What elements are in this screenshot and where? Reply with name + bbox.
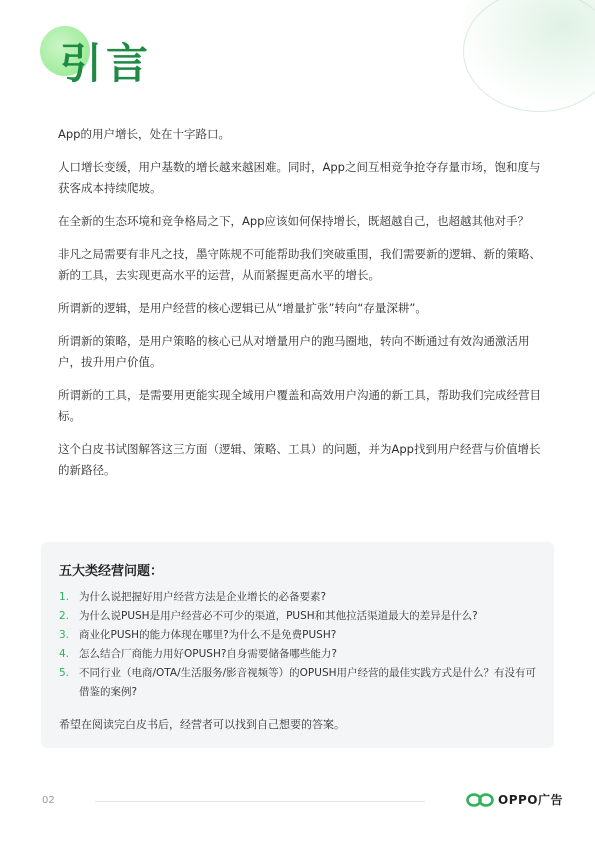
list-item — [59, 607, 537, 626]
list-item-text: 为什么说把握好用户经营方法是企业增长的必备要素? — [79, 591, 327, 603]
paragraph: 所谓新的策略，是用户策略的核心已从对增量用户的跑马圈地，转向不断通过有效沟通激活用户，拔升用户价值。 — [58, 334, 530, 369]
paragraph: 所谓新的工具，是需要用更能实现全域用户覆盖和高效用户沟通的新工具，帮助我们完成经营目标。 — [58, 388, 541, 423]
list-item-text: 怎么结合厂商能力用好OPUSH?自身需要储备哪些能力? — [79, 648, 337, 660]
decorative-arc — [463, 0, 595, 112]
list-item-number: 3. — [59, 629, 70, 641]
list-item-number: 4. — [59, 648, 70, 660]
brand-logo — [466, 791, 563, 808]
list-item-number: 1. — [59, 591, 70, 603]
intro-body — [58, 124, 548, 493]
oppo-logo-icon — [466, 792, 494, 808]
paragraph: App的用户增长，处在十字路口。 — [58, 127, 230, 141]
paragraph: 非凡之局需要有非凡之技，墨守陈规不可能帮助我们突破重围，我们需要新的逻辑、新的策略、新的工具，去实现更高水平的运营，从而紧握更高水平的增长。 — [58, 247, 541, 282]
list-item-text: 不同行业（电商/OTA/生活服务/影音视频等）的OPUSH用户经营的最佳实践方式是什么？有没有可借鉴的案例? — [79, 667, 536, 698]
paragraph: 人口增长变缓，用户基数的增长越来越困难。同时，App之间互相竞争抢夺存量市场，饱和度与获客成本持续爬坡。 — [58, 160, 541, 195]
questions-box — [41, 542, 554, 748]
questions-box-title — [59, 560, 163, 579]
list-item-text: 为什么说PUSH是用户经营必不可少的渠道，PUSH和其他拉活渠道最大的差异是什么? — [79, 610, 478, 622]
paragraph: 所谓新的逻辑，是用户经营的核心逻辑已从“增量扩张”转向“存量深耕”。 — [58, 301, 427, 315]
footer-divider — [95, 801, 425, 802]
page-title: 引言 — [60, 39, 153, 88]
list-item-number: 5. — [59, 667, 70, 679]
paragraph: 在全新的生态环境和竞争格局之下，App应该如何保持增长，既超越自己，也超越其他对手？ — [58, 214, 529, 228]
paragraph: 这个白皮书试图解答这三方面（逻辑、策略、工具）的问题，并为App找到用户经营与价值增长的新路径。 — [58, 442, 541, 477]
questions-box-footer: 希望在阅读完白皮书后，经营者可以找到自己想要的答案。 — [59, 718, 345, 731]
question-list — [59, 588, 537, 702]
brand-name: OPPO广告 — [498, 793, 563, 807]
list-item — [59, 664, 537, 702]
list-item — [59, 588, 537, 607]
list-item — [59, 645, 537, 664]
page-number: 02 — [42, 795, 55, 806]
list-item-number: 2. — [59, 610, 70, 622]
questions-box-title-text: 五大类经营问题： — [59, 564, 164, 579]
list-item-text: 商业化PUSH的能力体现在哪里?为什么不是免费PUSH? — [79, 629, 337, 641]
list-item — [59, 626, 537, 645]
